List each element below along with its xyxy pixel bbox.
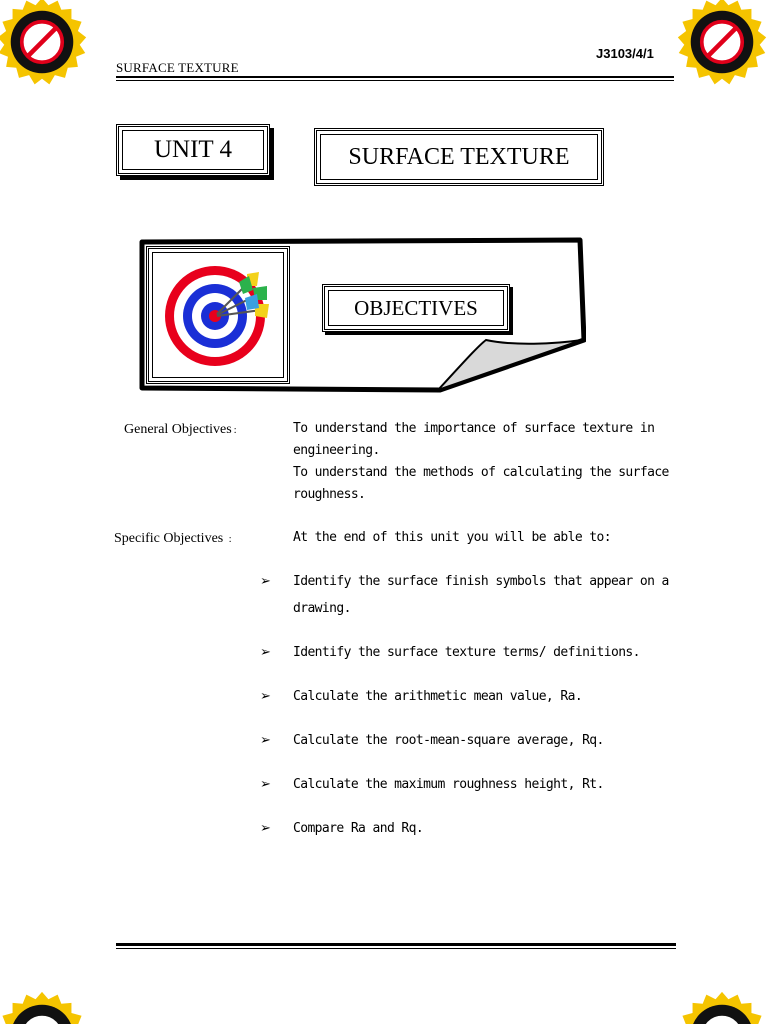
general-objective-line: roughness.	[293, 487, 366, 502]
objectives-box	[322, 284, 510, 332]
specific-objectives-list	[260, 568, 680, 842]
arrow-bullet-icon: ➢	[260, 733, 271, 748]
general-objective-line: engineering.	[293, 443, 380, 458]
objectives-heading: OBJECTIVES	[328, 290, 504, 326]
unit-box	[116, 124, 270, 176]
general-objective-line: To understand the methods of calculating the surface	[293, 465, 669, 480]
target-with-darts-icon	[163, 260, 273, 370]
arrow-bullet-icon: ➢	[260, 821, 271, 836]
abbyy-watermark-top-left[interactable]	[0, 0, 88, 88]
general-objectives-text	[293, 418, 683, 506]
abbyy-seal-icon	[676, 990, 768, 1024]
general-objectives-label-text: General Objectives	[124, 422, 232, 437]
list-item-text: Identify the surface finish symbols that appear on a drawing.	[293, 574, 669, 616]
title-box	[314, 128, 604, 186]
unit-label: UNIT 4	[122, 130, 264, 170]
list-item	[260, 727, 680, 754]
list-item-text: Identify the surface texture terms/ definitions.	[293, 645, 640, 660]
specific-objectives-label	[114, 531, 232, 547]
list-item-text: Calculate the arithmetic mean value, Ra.	[293, 689, 583, 704]
list-item	[260, 568, 680, 622]
general-objectives-label	[124, 422, 236, 438]
header-rule	[116, 76, 674, 81]
arrow-bullet-icon: ➢	[260, 689, 271, 704]
list-item-text: Calculate the root-mean-square average, Rq.	[293, 733, 604, 748]
list-item	[260, 639, 680, 666]
document-code: J3103/4/1	[596, 46, 654, 61]
footer-rule	[116, 943, 676, 949]
general-objectives-colon: :	[233, 425, 237, 436]
list-item	[260, 815, 680, 842]
abbyy-watermark-bottom-left[interactable]	[0, 990, 88, 1024]
unit-title: SURFACE TEXTURE	[320, 134, 598, 180]
abbyy-seal-icon	[0, 0, 88, 88]
arrow-bullet-icon: ➢	[260, 645, 271, 660]
abbyy-seal-icon	[676, 0, 768, 88]
general-objective-line: To understand the importance of surface texture in	[293, 421, 655, 436]
abbyy-watermark-top-right[interactable]	[676, 0, 768, 88]
target-image-frame	[146, 246, 290, 384]
list-item	[260, 683, 680, 710]
specific-objectives-intro: At the end of this unit you will be able to:	[293, 530, 611, 545]
arrow-bullet-icon: ➢	[260, 777, 271, 792]
list-item-text: Compare Ra and Rq.	[293, 821, 424, 836]
abbyy-watermark-bottom-right[interactable]	[676, 990, 768, 1024]
abbyy-seal-icon	[0, 990, 88, 1024]
list-item-text: Calculate the maximum roughness height, Rt.	[293, 777, 604, 792]
running-header-title: SURFACE TEXTURE	[116, 60, 239, 75]
specific-objectives-colon: :	[228, 534, 232, 545]
arrow-bullet-icon: ➢	[260, 574, 271, 589]
list-item	[260, 771, 680, 798]
specific-objectives-label-text: Specific Objectives	[114, 531, 224, 546]
